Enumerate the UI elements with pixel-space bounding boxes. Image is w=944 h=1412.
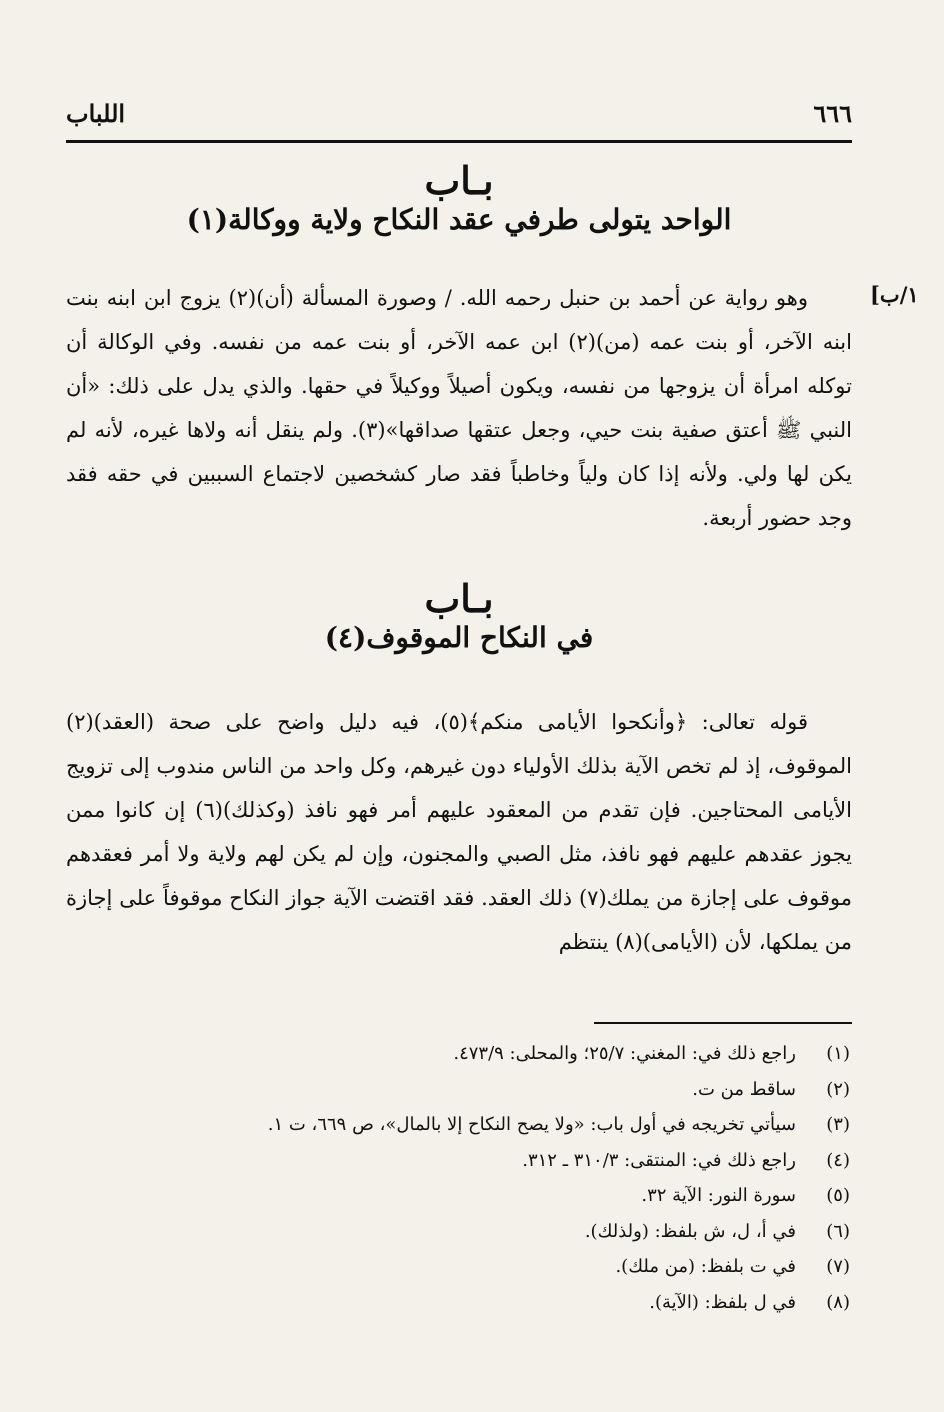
footnote-text: سيأتي تخريجه في أول باب: «ولا يصح النكاح إلا بالمال»، ص ٦٦٩، ت ١.: [267, 1114, 796, 1135]
chapter-2-heading: [66, 576, 852, 654]
footnote-number: (٦): [826, 1220, 850, 1242]
footnotes-list: [150, 1036, 850, 1320]
footnote-text: سورة النور: الآية ٣٢.: [641, 1185, 796, 1206]
footnote-divider: [594, 1022, 852, 1024]
chapter-2-title: في النكاح الموقوف(٤): [324, 621, 594, 654]
footnote-item: [150, 1285, 850, 1321]
footnote-number: (١): [826, 1043, 850, 1064]
page-number: ٦٦٦: [813, 98, 852, 128]
book-title: اللباب: [66, 98, 126, 128]
running-header: [66, 96, 852, 130]
footnote-number: (٥): [826, 1185, 850, 1206]
footnote-text: في أ، ل، ش بلفظ: (ولذلك).: [584, 1220, 796, 1242]
chapter-2-paragraph: قوله تعالى: ﴿وأنكحوا الأيامى منكم﴾(٥)، فيه دليل واضح على صحة (العقد)(٢) الموقوف، إذ لم تخص الآية بذلك الأولياء دون غيرهم، وكل واحد من الناس مندوب إلى تزويج الأيامى المحتاجين. فإن تقدم من المعقود عليهم أمر فهو نافذ (وكذلك)(٦) إن كانوا ممن يجوز عقدهم عليهم فهو نافذ، مثل الصبي والمجنون، وإن لم يكن لهم ولاية ولا أمر فعقدهم موقوف على إجازة من يملك(٧) ذلك العقد. فقد اقتضت الآية جواز النكاح موقوفاً على إجازة من يملكها، لأن (الأيامى)(٨) ينتظم: [66, 710, 852, 954]
footnote-text: ساقط من ت.: [692, 1078, 796, 1100]
chapter-1-label: بـاب: [424, 158, 494, 203]
chapter-1-heading: [66, 158, 852, 236]
footnote-number: (٢): [826, 1078, 850, 1100]
manuscript-folio-marker: ١/ب]: [870, 282, 919, 307]
footnote-number: (٨): [826, 1291, 850, 1313]
footnote-number: (٧): [826, 1256, 850, 1277]
footnote-number: (٣): [826, 1114, 850, 1135]
footnote-number: (٤): [826, 1149, 850, 1171]
chapter-2-label: بـاب: [424, 576, 494, 621]
header-divider: [66, 140, 852, 143]
chapter-1-body: [66, 276, 852, 540]
chapter-2-body: [66, 700, 852, 964]
footnote-item: [150, 1214, 850, 1250]
footnote-item: [150, 1036, 850, 1072]
footnote-text: في ت بلفظ: (من ملك).: [615, 1256, 796, 1277]
footnote-item: [150, 1178, 850, 1214]
footnote-item: [150, 1143, 850, 1179]
footnote-item: [150, 1107, 850, 1143]
footnote-item: [150, 1249, 850, 1285]
chapter-1-paragraph: وهو رواية عن أحمد بن حنبل رحمه الله. / وصورة المسألة (أن)(٢) يزوج ابن ابنه بنت ابنه الآخر، أو بنت عمه (من)(٢) ابن عمه الآخر، أو بنت عمه من نفسه. وفي الوكالة أن توكله امرأة أن يزوجها من نفسه، ويكون أصيلاً ووكيلاً في حقها. والذي يدل على ذلك: «أن النبي ﷺ أعتق صفية بنت حيي، وجعل عتقها صداقها»(٣). ولم ينقل أنه ولاها غيره، لأنه لم يكن لها ولي. ولأنه إذا كان ولياً وخاطباً فقد صار كشخصين لاجتماع السببين في حقه فقد وجد حضور أربعة.: [66, 286, 853, 530]
footnote-text: راجع ذلك في: المغني: ٢٥/٧؛ والمحلى: ٤٧٣/٩.: [453, 1043, 796, 1064]
footnote-text: في ل بلفظ: (الآية).: [649, 1291, 796, 1313]
chapter-1-title: الواحد يتولى طرفي عقد النكاح ولاية ووكالة(١): [186, 203, 732, 236]
footnote-text: راجع ذلك في: المنتقى: ٣١٠/٣ ـ ٣١٢.: [522, 1149, 796, 1171]
footnote-item: [150, 1072, 850, 1108]
